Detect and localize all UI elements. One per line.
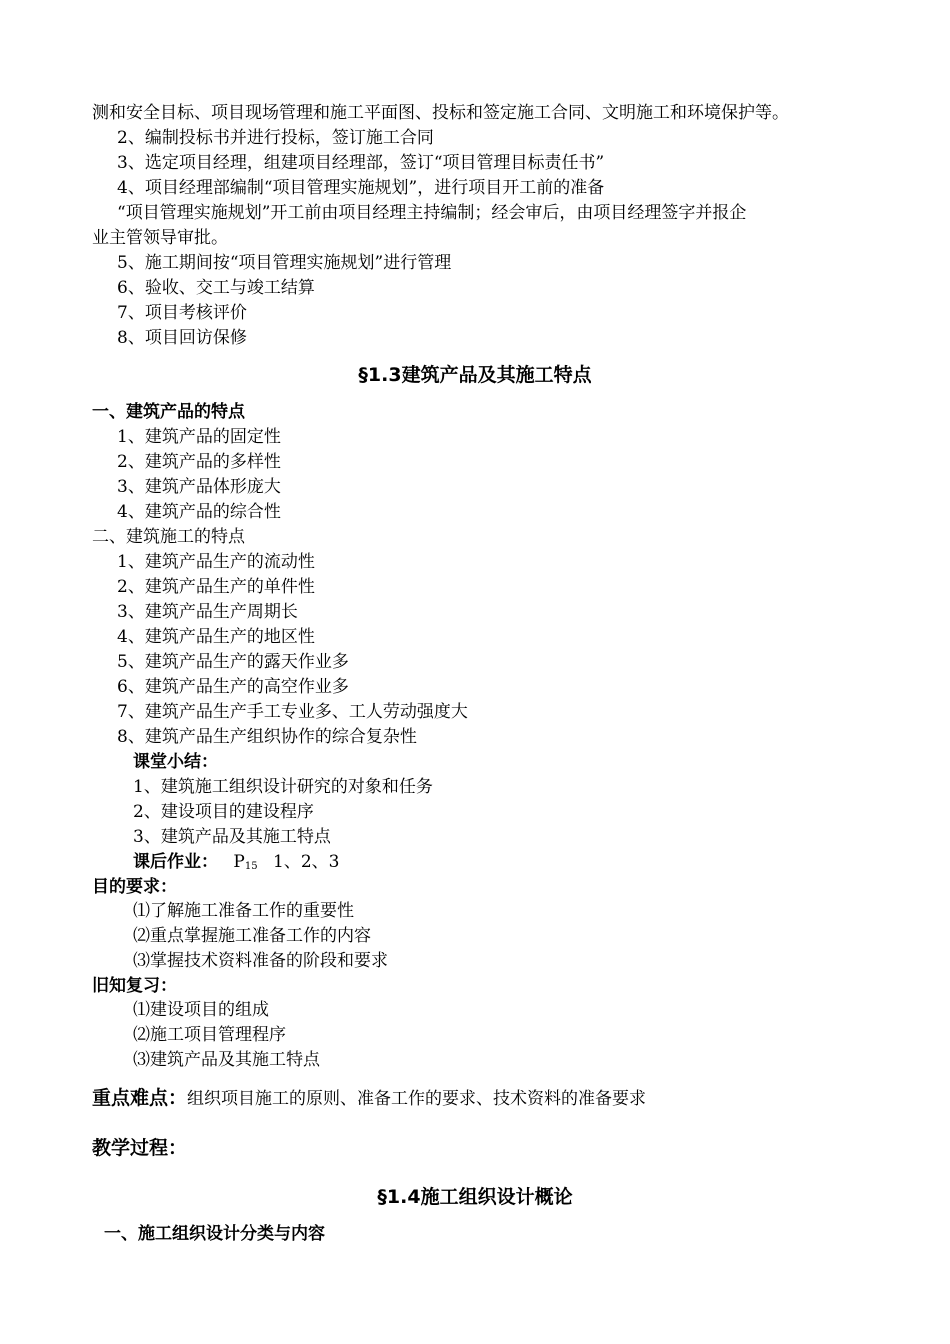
process-step: 3、选定项目经理，组建项目经理部，签订“项目管理目标责任书” <box>117 153 605 173</box>
process-step: 5、施工期间按“项目管理实施规划”进行管理 <box>117 253 452 273</box>
sub-heading: 二、建筑施工的特点 <box>92 527 245 547</box>
list-item: ⑵重点掌握施工准备工作的内容 <box>133 926 371 946</box>
list-item: ⑴建设项目的组成 <box>133 1000 269 1020</box>
homework-label: 课后作业： <box>133 852 218 872</box>
intro-line: 测和安全目标、项目现场管理和施工平面图、投标和签定施工合同、文明施工和环境保护等。 <box>92 103 789 123</box>
review-heading: 旧知复习： <box>92 976 177 996</box>
section-title: §1.4施工组织设计概论 <box>377 1186 573 1208</box>
list-item: ⑶掌握技术资料准备的阶段和要求 <box>133 951 388 971</box>
list-item: 5、建筑产品生产的露天作业多 <box>117 652 349 672</box>
process-step: 2、编制投标书并进行投标，签订施工合同 <box>117 128 434 148</box>
list-item: 1、建筑施工组织设计研究的对象和任务 <box>133 777 433 797</box>
list-item: 3、建筑产品及其施工特点 <box>133 827 331 847</box>
list-item: 4、建筑产品的综合性 <box>117 502 281 522</box>
list-item: 3、建筑产品生产周期长 <box>117 602 298 622</box>
key-points-line <box>92 1087 646 1110</box>
list-item: 4、建筑产品生产的地区性 <box>117 627 315 647</box>
note-line: “项目管理实施规划”开工前由项目经理主持编制；经会审后，由项目经理签字并报企 <box>117 203 747 223</box>
list-item: 1、建筑产品的固定性 <box>117 427 281 447</box>
list-item: 2、建筑产品的多样性 <box>117 452 281 472</box>
list-item: 6、建筑产品生产的高空作业多 <box>117 677 349 697</box>
list-item: 2、建筑产品生产的单件性 <box>117 577 315 597</box>
list-item: ⑵施工项目管理程序 <box>133 1025 286 1045</box>
sub-heading: 一、建筑产品的特点 <box>92 402 245 422</box>
summary-heading: 课堂小结： <box>133 752 218 772</box>
section-title: §1.3建筑产品及其施工特点 <box>358 364 592 386</box>
list-item: ⑶建筑产品及其施工特点 <box>133 1050 320 1070</box>
process-step: 4、项目经理部编制“项目管理实施规划”，进行项目开工前的准备 <box>117 178 605 198</box>
note-line: 业主管领导审批。 <box>92 228 228 248</box>
sub-heading: 一、施工组织设计分类与内容 <box>104 1224 325 1244</box>
list-item: 7、建筑产品生产手工专业多、工人劳动强度大 <box>117 702 468 722</box>
list-item: 1、建筑产品生产的流动性 <box>117 552 315 572</box>
process-step: 6、验收、交工与竣工结算 <box>117 278 315 298</box>
key-points-label: 重点难点： <box>92 1087 188 1109</box>
process-step: 8、项目回访保修 <box>117 328 247 348</box>
key-points-text: 组织项目施工的原则、准备工作的要求、技术资料的准备要求 <box>187 1089 647 1109</box>
process-label: 教学过程： <box>92 1137 188 1159</box>
homework-page: $P_{15}$ <box>233 852 258 872</box>
objectives-heading: 目的要求： <box>92 877 177 897</box>
list-item: 3、建筑产品体形庞大 <box>117 477 281 497</box>
list-item: ⑴了解施工准备工作的重要性 <box>133 901 354 921</box>
list-item: 2、建设项目的建设程序 <box>133 802 314 822</box>
list-item: 8、建筑产品生产组织协作的综合复杂性 <box>117 727 417 747</box>
homework-items: 1、2、3 <box>273 852 340 872</box>
homework-line <box>133 851 339 878</box>
process-step: 7、项目考核评价 <box>117 303 247 323</box>
